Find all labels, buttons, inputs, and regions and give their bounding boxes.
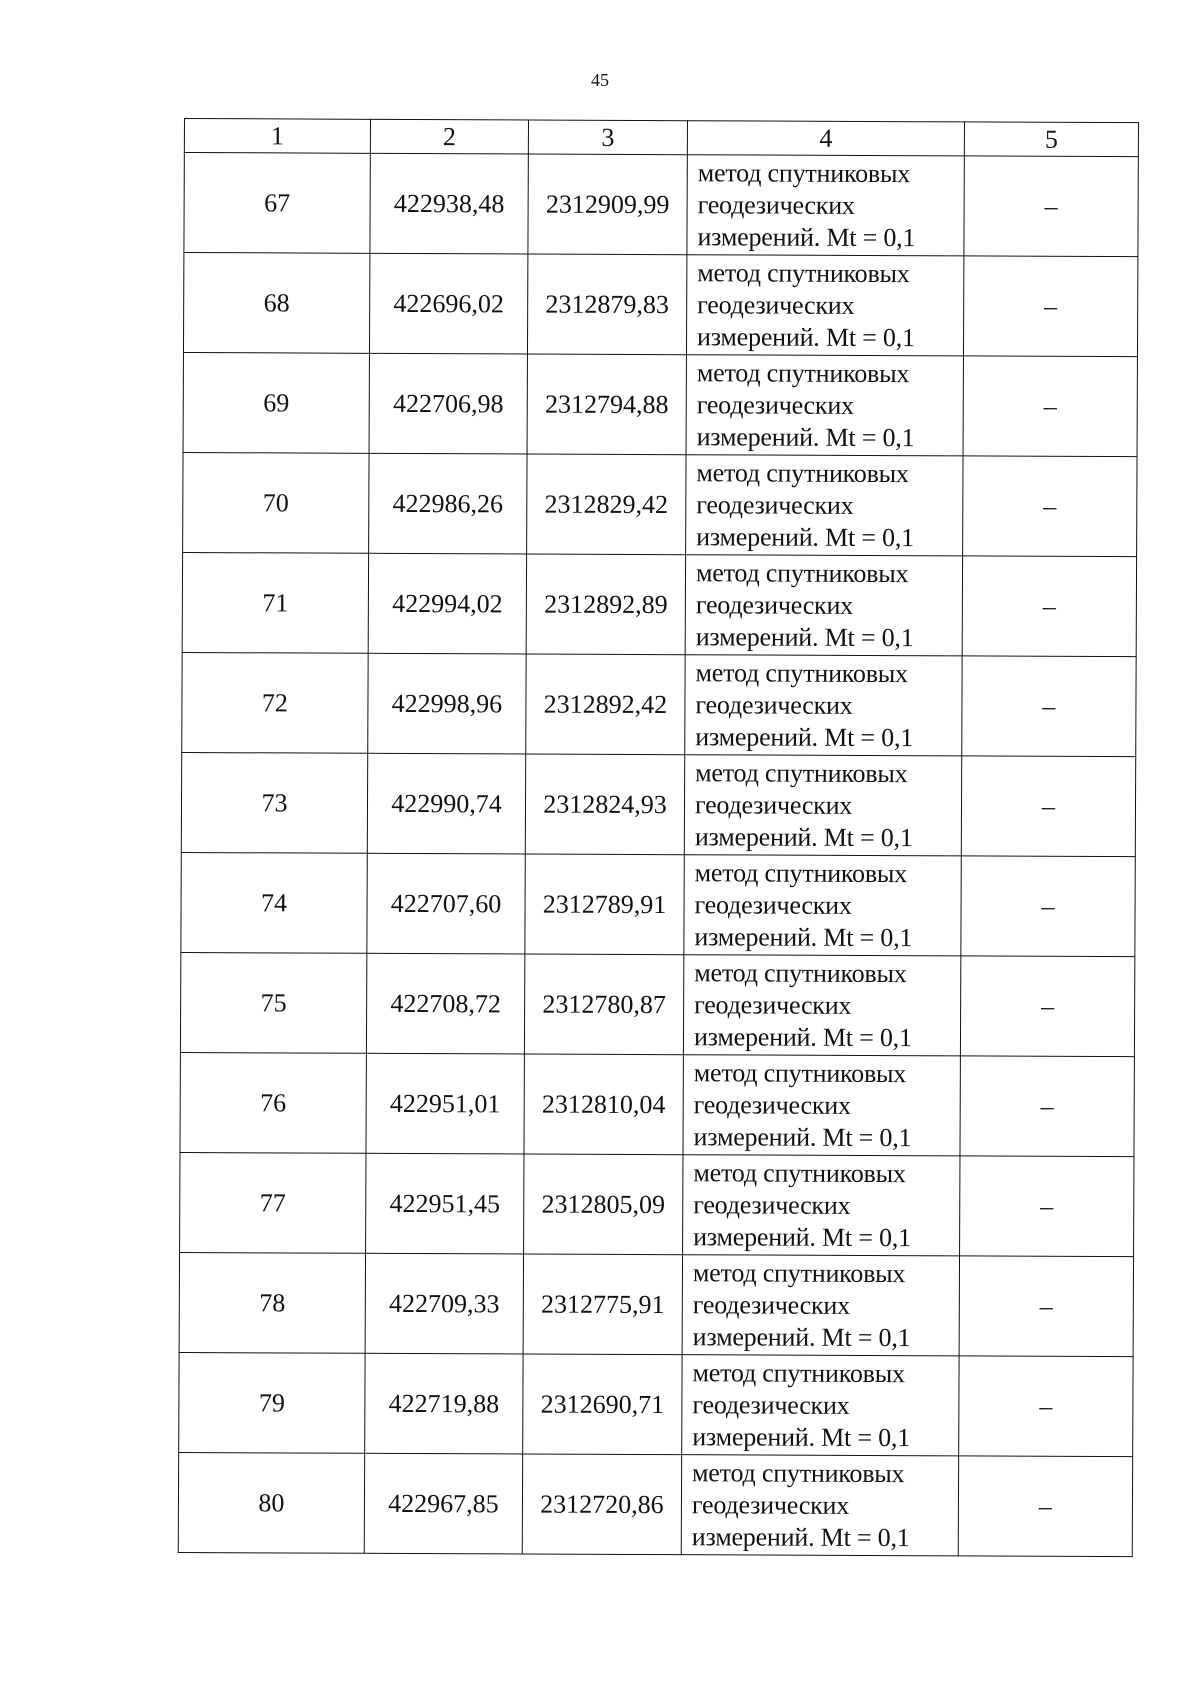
- note-cell: –: [960, 1056, 1134, 1157]
- method-line: измерений. Mt = 0,1: [695, 621, 914, 652]
- point-number-cell: 70: [183, 452, 369, 553]
- y-coordinate-cell: 2312892,42: [526, 654, 685, 755]
- method-line: геодезических: [696, 489, 854, 520]
- note-cell: –: [959, 1356, 1133, 1457]
- y-coordinate-cell: 2312892,89: [526, 554, 685, 655]
- header-cell: 5: [964, 122, 1138, 157]
- note-cell: –: [962, 656, 1136, 757]
- y-coordinate-cell: 2312805,09: [524, 1154, 683, 1255]
- note-cell: –: [963, 456, 1137, 557]
- method-line: метод спутниковых: [697, 157, 911, 188]
- method-line: метод спутниковых: [696, 457, 909, 488]
- method-line: геодезических: [694, 989, 852, 1020]
- method-line: метод спутниковых: [695, 757, 908, 788]
- point-number-cell: 67: [184, 153, 370, 254]
- header-cell: 3: [528, 120, 687, 155]
- point-number-cell: 68: [183, 253, 369, 354]
- note-cell: –: [959, 1256, 1133, 1357]
- table-row: [180, 952, 1134, 1056]
- note-cell: –: [958, 1456, 1132, 1557]
- method-cell: [686, 255, 963, 356]
- page-number: 45: [591, 70, 609, 90]
- x-coordinate-cell: 422696,02: [369, 253, 527, 354]
- table-row: [180, 1052, 1134, 1156]
- table-row: [184, 153, 1138, 257]
- point-number-cell: 78: [179, 1252, 365, 1353]
- method-line: метод спутниковых: [694, 857, 908, 888]
- note-cell: –: [961, 756, 1135, 857]
- method-line: измерений. Mt = 0,1: [697, 221, 916, 252]
- y-coordinate-cell: 2312810,04: [524, 1054, 683, 1155]
- note-cell: –: [964, 156, 1138, 257]
- point-number-cell: 79: [179, 1352, 365, 1453]
- method-line: измерений. Mt = 0,1: [695, 721, 914, 752]
- method-line: геодезических: [695, 589, 854, 620]
- point-number-cell: 77: [180, 1152, 366, 1253]
- method-line: измерений. Mt = 0,1: [691, 1521, 910, 1552]
- method-line: измерений. Mt = 0,1: [696, 521, 915, 552]
- method-line: метод спутниковых: [693, 1157, 906, 1188]
- y-coordinate-cell: 2312775,91: [523, 1254, 682, 1355]
- method-line: измерений. Mt = 0,1: [696, 421, 915, 452]
- table-row: [183, 352, 1137, 456]
- method-line: геодезических: [694, 789, 853, 820]
- point-number-cell: 69: [183, 352, 369, 453]
- method-line: измерений. Mt = 0,1: [692, 1421, 911, 1452]
- point-number-cell: 74: [181, 852, 367, 953]
- note-cell: –: [960, 1156, 1134, 1257]
- table-row: [181, 852, 1135, 956]
- y-coordinate-cell: 2312909,99: [528, 154, 687, 255]
- x-coordinate-cell: 422709,33: [365, 1253, 523, 1354]
- x-coordinate-cell: 422708,72: [366, 953, 524, 1054]
- method-cell: [687, 155, 964, 256]
- method-line: метод спутниковых: [692, 1357, 905, 1388]
- coordinates-table-wrapper: [178, 118, 1138, 1557]
- method-cell: [685, 555, 962, 656]
- header-cell: 1: [184, 119, 370, 154]
- y-coordinate-cell: 2312780,87: [524, 954, 683, 1055]
- method-cell: [681, 1455, 958, 1556]
- method-cell: [683, 1155, 960, 1256]
- method-line: метод спутниковых: [692, 1457, 905, 1488]
- table-row: [179, 1252, 1133, 1356]
- method-line: измерений. Mt = 0,1: [692, 1321, 911, 1352]
- x-coordinate-cell: 422967,85: [364, 1453, 522, 1554]
- y-coordinate-cell: 2312720,86: [522, 1454, 681, 1555]
- table-row: [182, 652, 1136, 756]
- y-coordinate-cell: 2312824,93: [525, 754, 684, 855]
- y-coordinate-cell: 2312794,88: [527, 354, 686, 455]
- table-row: [183, 253, 1137, 357]
- y-coordinate-cell: 2312829,42: [527, 454, 686, 555]
- point-number-cell: 75: [180, 952, 366, 1053]
- point-number-cell: 72: [182, 652, 368, 753]
- table-row: [182, 552, 1136, 656]
- method-line: метод спутниковых: [693, 1057, 907, 1088]
- x-coordinate-cell: 422994,02: [368, 553, 526, 654]
- table-header-row: [184, 119, 1138, 157]
- note-cell: –: [963, 356, 1137, 457]
- x-coordinate-cell: 422990,74: [367, 753, 525, 854]
- coordinates-table: [178, 118, 1139, 1557]
- note-cell: –: [963, 256, 1137, 357]
- method-line: метод спутниковых: [695, 557, 909, 588]
- method-line: метод спутниковых: [696, 357, 910, 388]
- x-coordinate-cell: 422951,01: [366, 1053, 524, 1154]
- method-cell: [684, 755, 961, 856]
- method-cell: [686, 455, 963, 556]
- point-number-cell: 71: [182, 552, 368, 653]
- y-coordinate-cell: 2312879,83: [527, 254, 686, 355]
- method-line: геодезических: [695, 689, 853, 720]
- method-line: измерений. Mt = 0,1: [696, 321, 915, 352]
- table-row: [180, 1152, 1134, 1256]
- method-line: измерений. Mt = 0,1: [693, 1221, 911, 1252]
- point-number-cell: 80: [178, 1452, 364, 1553]
- method-line: геодезических: [693, 1189, 851, 1220]
- method-line: измерений. Mt = 0,1: [694, 921, 913, 952]
- x-coordinate-cell: 422719,88: [365, 1353, 523, 1454]
- method-line: измерений. Mt = 0,1: [693, 1021, 912, 1052]
- method-line: геодезических: [692, 1289, 851, 1320]
- method-line: измерений. Mt = 0,1: [694, 821, 913, 852]
- table-row: [179, 1352, 1133, 1456]
- method-line: метод спутниковых: [694, 957, 907, 988]
- note-cell: –: [961, 856, 1135, 957]
- table-row: [181, 752, 1135, 856]
- x-coordinate-cell: 422938,48: [370, 153, 528, 254]
- note-cell: –: [962, 556, 1136, 657]
- method-line: метод спутниковых: [692, 1257, 906, 1288]
- method-line: метод спутниковых: [697, 257, 910, 288]
- method-line: геодезических: [693, 1089, 851, 1120]
- note-cell: –: [960, 956, 1134, 1057]
- method-cell: [682, 1255, 959, 1356]
- method-line: геодезических: [696, 389, 854, 420]
- method-cell: [686, 355, 963, 456]
- y-coordinate-cell: 2312690,71: [523, 1354, 682, 1455]
- point-number-cell: 76: [180, 1052, 366, 1153]
- method-line: геодезических: [691, 1489, 850, 1520]
- method-line: геодезических: [692, 1389, 850, 1420]
- x-coordinate-cell: 422706,98: [369, 353, 527, 454]
- x-coordinate-cell: 422707,60: [367, 853, 525, 954]
- method-cell: [683, 1055, 960, 1156]
- method-line: измерений. Mt = 0,1: [693, 1121, 912, 1152]
- method-cell: [685, 655, 962, 756]
- table-row: [183, 452, 1137, 556]
- x-coordinate-cell: 422998,96: [368, 653, 526, 754]
- method-line: геодезических: [694, 889, 852, 920]
- method-line: метод спутниковых: [695, 657, 908, 688]
- point-number-cell: 73: [181, 752, 367, 853]
- method-cell: [684, 855, 961, 956]
- method-line: геодезических: [697, 289, 855, 320]
- y-coordinate-cell: 2312789,91: [525, 854, 684, 955]
- x-coordinate-cell: 422951,45: [366, 1153, 524, 1254]
- method-cell: [683, 955, 960, 1056]
- method-line: геодезических: [697, 189, 855, 220]
- table-row: [178, 1452, 1132, 1556]
- x-coordinate-cell: 422986,26: [369, 453, 527, 554]
- header-cell: 4: [687, 121, 964, 156]
- header-cell: 2: [370, 119, 528, 154]
- method-cell: [682, 1355, 959, 1456]
- table-body: [178, 119, 1138, 1557]
